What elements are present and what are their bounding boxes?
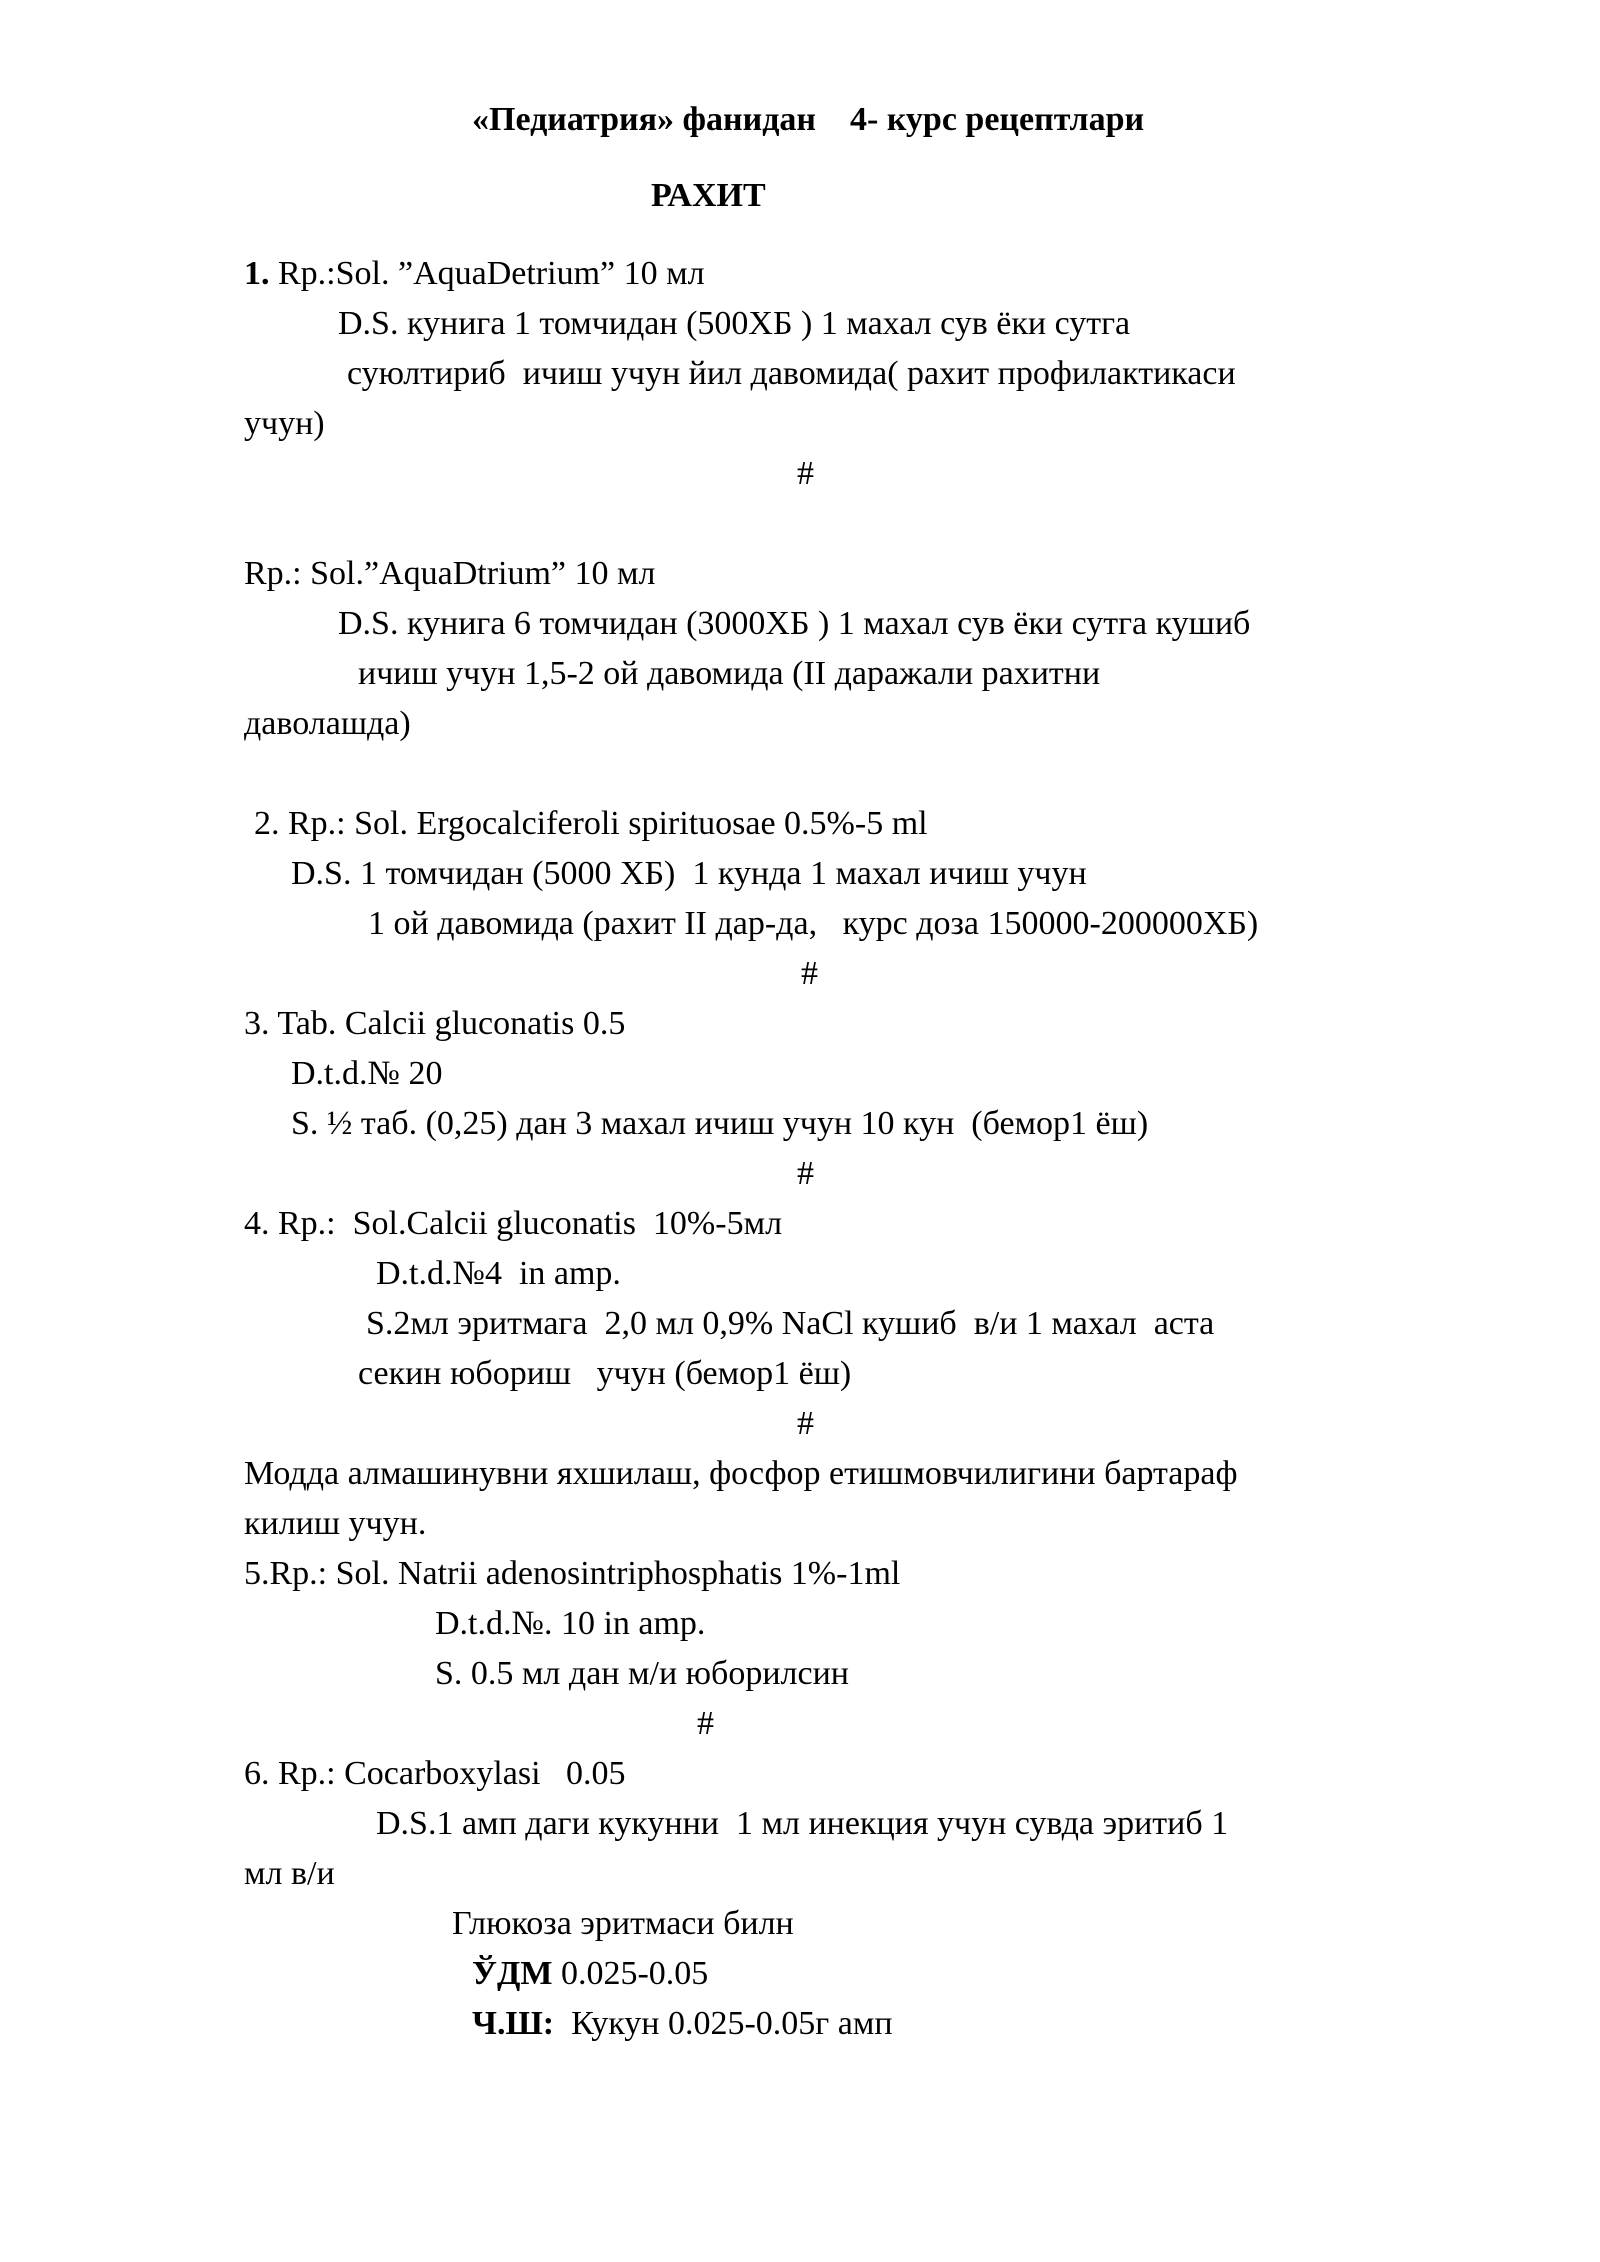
rx3-line1: 3. Tab. Calcii gluconatis 0.5 [244,1005,626,1042]
rx3-line2: D.t.d.№ 20 [291,1055,443,1092]
separator: # [697,1705,714,1742]
rx2-line2: D.S. 1 томчидан (5000 ХБ) 1 кунда 1 махал ичиш учун [291,855,1087,892]
rx6-udm [472,1954,708,1994]
separator: # [801,955,818,992]
document-title: «Педиатрия» фанидан 4- курс рецептлари [472,101,1145,138]
rx2-line3: 1 ой давомида (рахит II дар-да, курс доза 150000-200000ХБ) [368,905,1259,942]
rx1b-line1: Rp.: Sol.”AquaDtrium” 10 мл [244,555,656,592]
rx5-line1: 5.Rp.: Sol. Natrii adenosintriphosphatis 1%-1ml [244,1555,901,1592]
udm-value: 0.025-0.05 [552,1955,709,1992]
section-title: РАХИТ [651,177,766,214]
rx1-line4: учун) [244,405,325,442]
rx1-line1 [244,254,705,294]
rx6-line1: 6. Rp.: Cocarboxylasi 0.05 [244,1755,626,1792]
separator: # [797,455,814,492]
rx6-chsh [472,2004,893,2044]
rx6-line2: D.S.1 амп даги кукунни 1 мл инекция учун сувда эритиб 1 [376,1805,1229,1842]
note-line2: килиш учун. [244,1505,427,1542]
rx1b-line3: ичиш учун 1,5-2 ой давомида (II даражали рахитни [358,655,1101,692]
rx1b-line2: D.S. кунига 6 томчидан (3000ХБ ) 1 махал сув ёки сутга кушиб [338,605,1251,642]
rx4-line3: S.2мл эритмага 2,0 мл 0,9% NaCl кушиб в/и 1 махал аста [366,1305,1215,1342]
rx5-line2: D.t.d.№. 10 in amp. [435,1605,706,1642]
rx1-line2: D.S. кунига 1 томчидан (500ХБ ) 1 махал сув ёки сутга [338,305,1131,342]
separator: # [797,1405,814,1442]
rx2-line1: 2. Rp.: Sol. Ergocalciferoli spirituosae 0.5%-5 ml [254,805,928,842]
note-line1: Модда алмашинувни яхшилаш, фосфор етишмовчилигини бартараф [244,1455,1238,1492]
rx4-line1: 4. Rp.: Sol.Calcii gluconatis 10%-5мл [244,1205,783,1242]
udm-label: ЎДМ [472,1955,553,1992]
chsh-value: Кукун 0.025-0.05г амп [554,2005,893,2042]
rx1-line1-text: Rp.:Sol. ”AquaDetrium” 10 мл [269,255,705,292]
rx1-number: 1. [244,255,270,292]
rx4-line4: секин юбориш учун (бемор1 ёш) [358,1355,852,1392]
rx1-line3: суюлтириб ичиш учун йил давомида( рахит профилактикаси [347,355,1236,392]
rx1b-line4: даволашда) [244,705,411,742]
separator: # [797,1155,814,1192]
rx4-line2: D.t.d.№4 in amp. [376,1255,621,1292]
rx3-line3: S. ½ таб. (0,25) дан 3 махал ичиш учун 10 кун (бемор1 ёш) [291,1105,1149,1142]
chsh-label: Ч.Ш: [472,2005,555,2042]
rx6-line3: мл в/и [244,1855,335,1892]
rx5-line3: S. 0.5 мл дан м/и юборилсин [435,1655,849,1692]
rx6-line4: Глюкоза эритмаси билн [452,1905,794,1942]
